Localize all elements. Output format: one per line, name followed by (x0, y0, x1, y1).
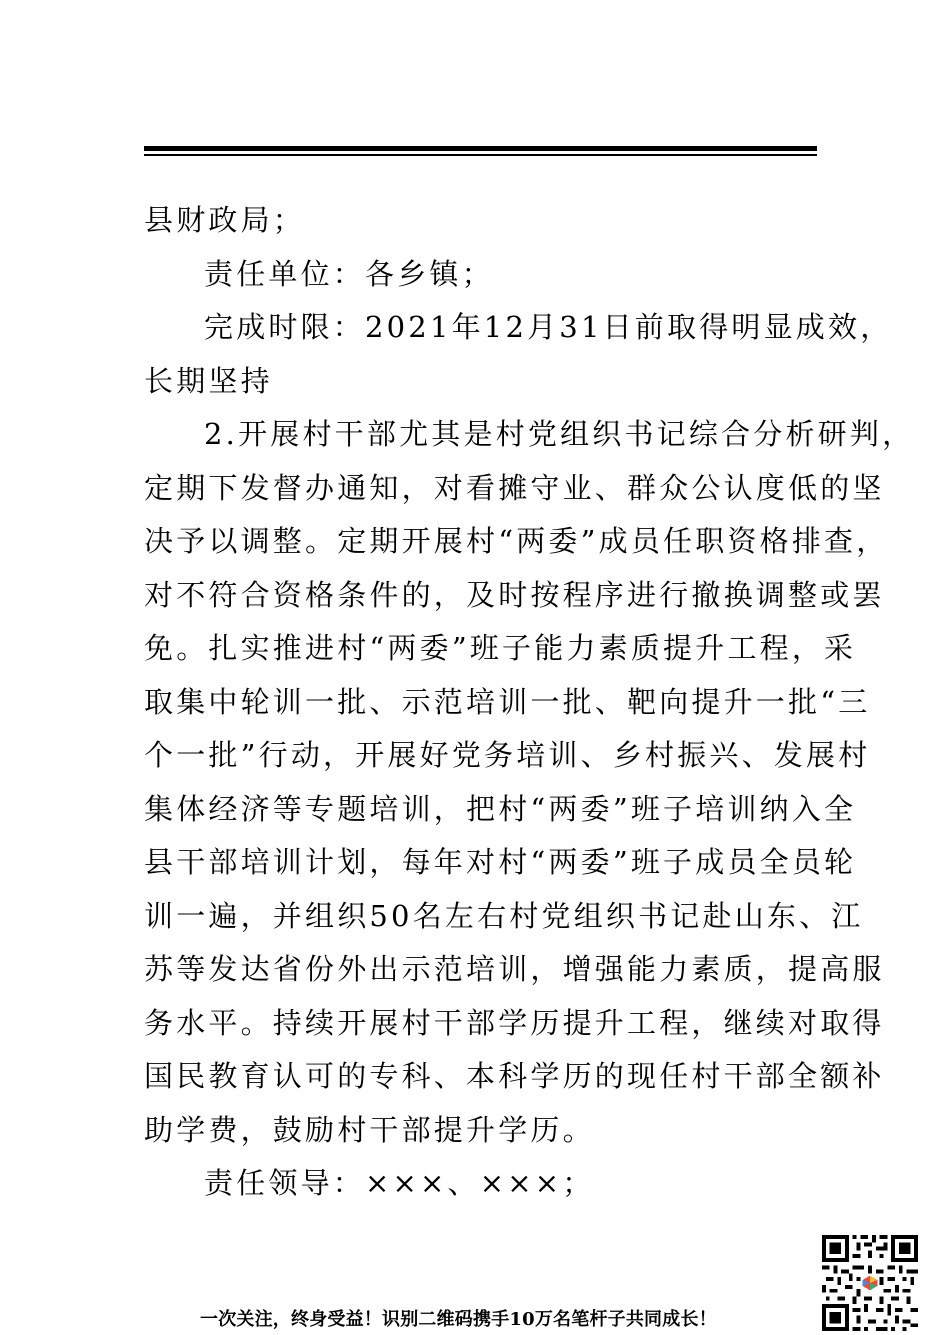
body-line: 定期下发督办通知，对看摊守业、群众公认度低的坚 (144, 470, 885, 505)
body-line: 决予以调整。定期开展村“两委”成员任职资格排查， (144, 524, 889, 558)
body-line: 免。扎实推进村“两委”班子能力素质提升工程，采 (144, 631, 857, 665)
body-line: 苏等发达省份外出示范培训，增强能力素质，提高服 (144, 952, 885, 986)
body-line: 责任单位：各乡镇； (204, 256, 494, 291)
body-line: 对不符合资格条件的，及时按程序进行撤换调整或罢 (144, 577, 885, 612)
body-line: 取集中轮训一批、示范培训一批、靶向提升一批“三 (144, 684, 871, 719)
body-line: 务水平。持续开展村干部学历提升工程，继续对取得 (144, 1005, 885, 1040)
qr-code-icon[interactable] (822, 1235, 918, 1331)
header-rule-thin (144, 154, 817, 156)
qr-code-graphic (822, 1235, 918, 1331)
body-line: 长期坚持 (144, 363, 273, 398)
body-line: 责任领导：×××、×××； (204, 1166, 595, 1200)
body-line: 训一遍，并组织50名左右村党组织书记赴山东、江 (144, 898, 864, 933)
header-rule-thick (144, 146, 817, 151)
document-body (144, 194, 915, 1211)
body-line: 县财政局； (144, 203, 306, 237)
footer-slogan: 一次关注，终身受益！识别二维码携手10万名笔杆子共同成长！ (200, 1309, 717, 1330)
body-line: 个一批”行动，开展好党务培训、乡村振兴、发展村 (144, 738, 871, 772)
body-line: 助学费，鼓励村干部提升学历。 (144, 1112, 595, 1147)
body-line: 集体经济等专题培训，把村“两委”班子培训纳入全 (144, 791, 857, 826)
body-line: 国民教育认可的专科、本科学历的现任村干部全额补 (144, 1059, 885, 1093)
body-line: 县干部培训计划，每年对村“两委”班子成员全员轮 (144, 845, 857, 879)
body-line: 完成时限：2021年12月31日前取得明显成效， (204, 310, 893, 344)
body-line: 2.开展村干部尤其是村党组织书记综合分析研判， (204, 417, 915, 451)
